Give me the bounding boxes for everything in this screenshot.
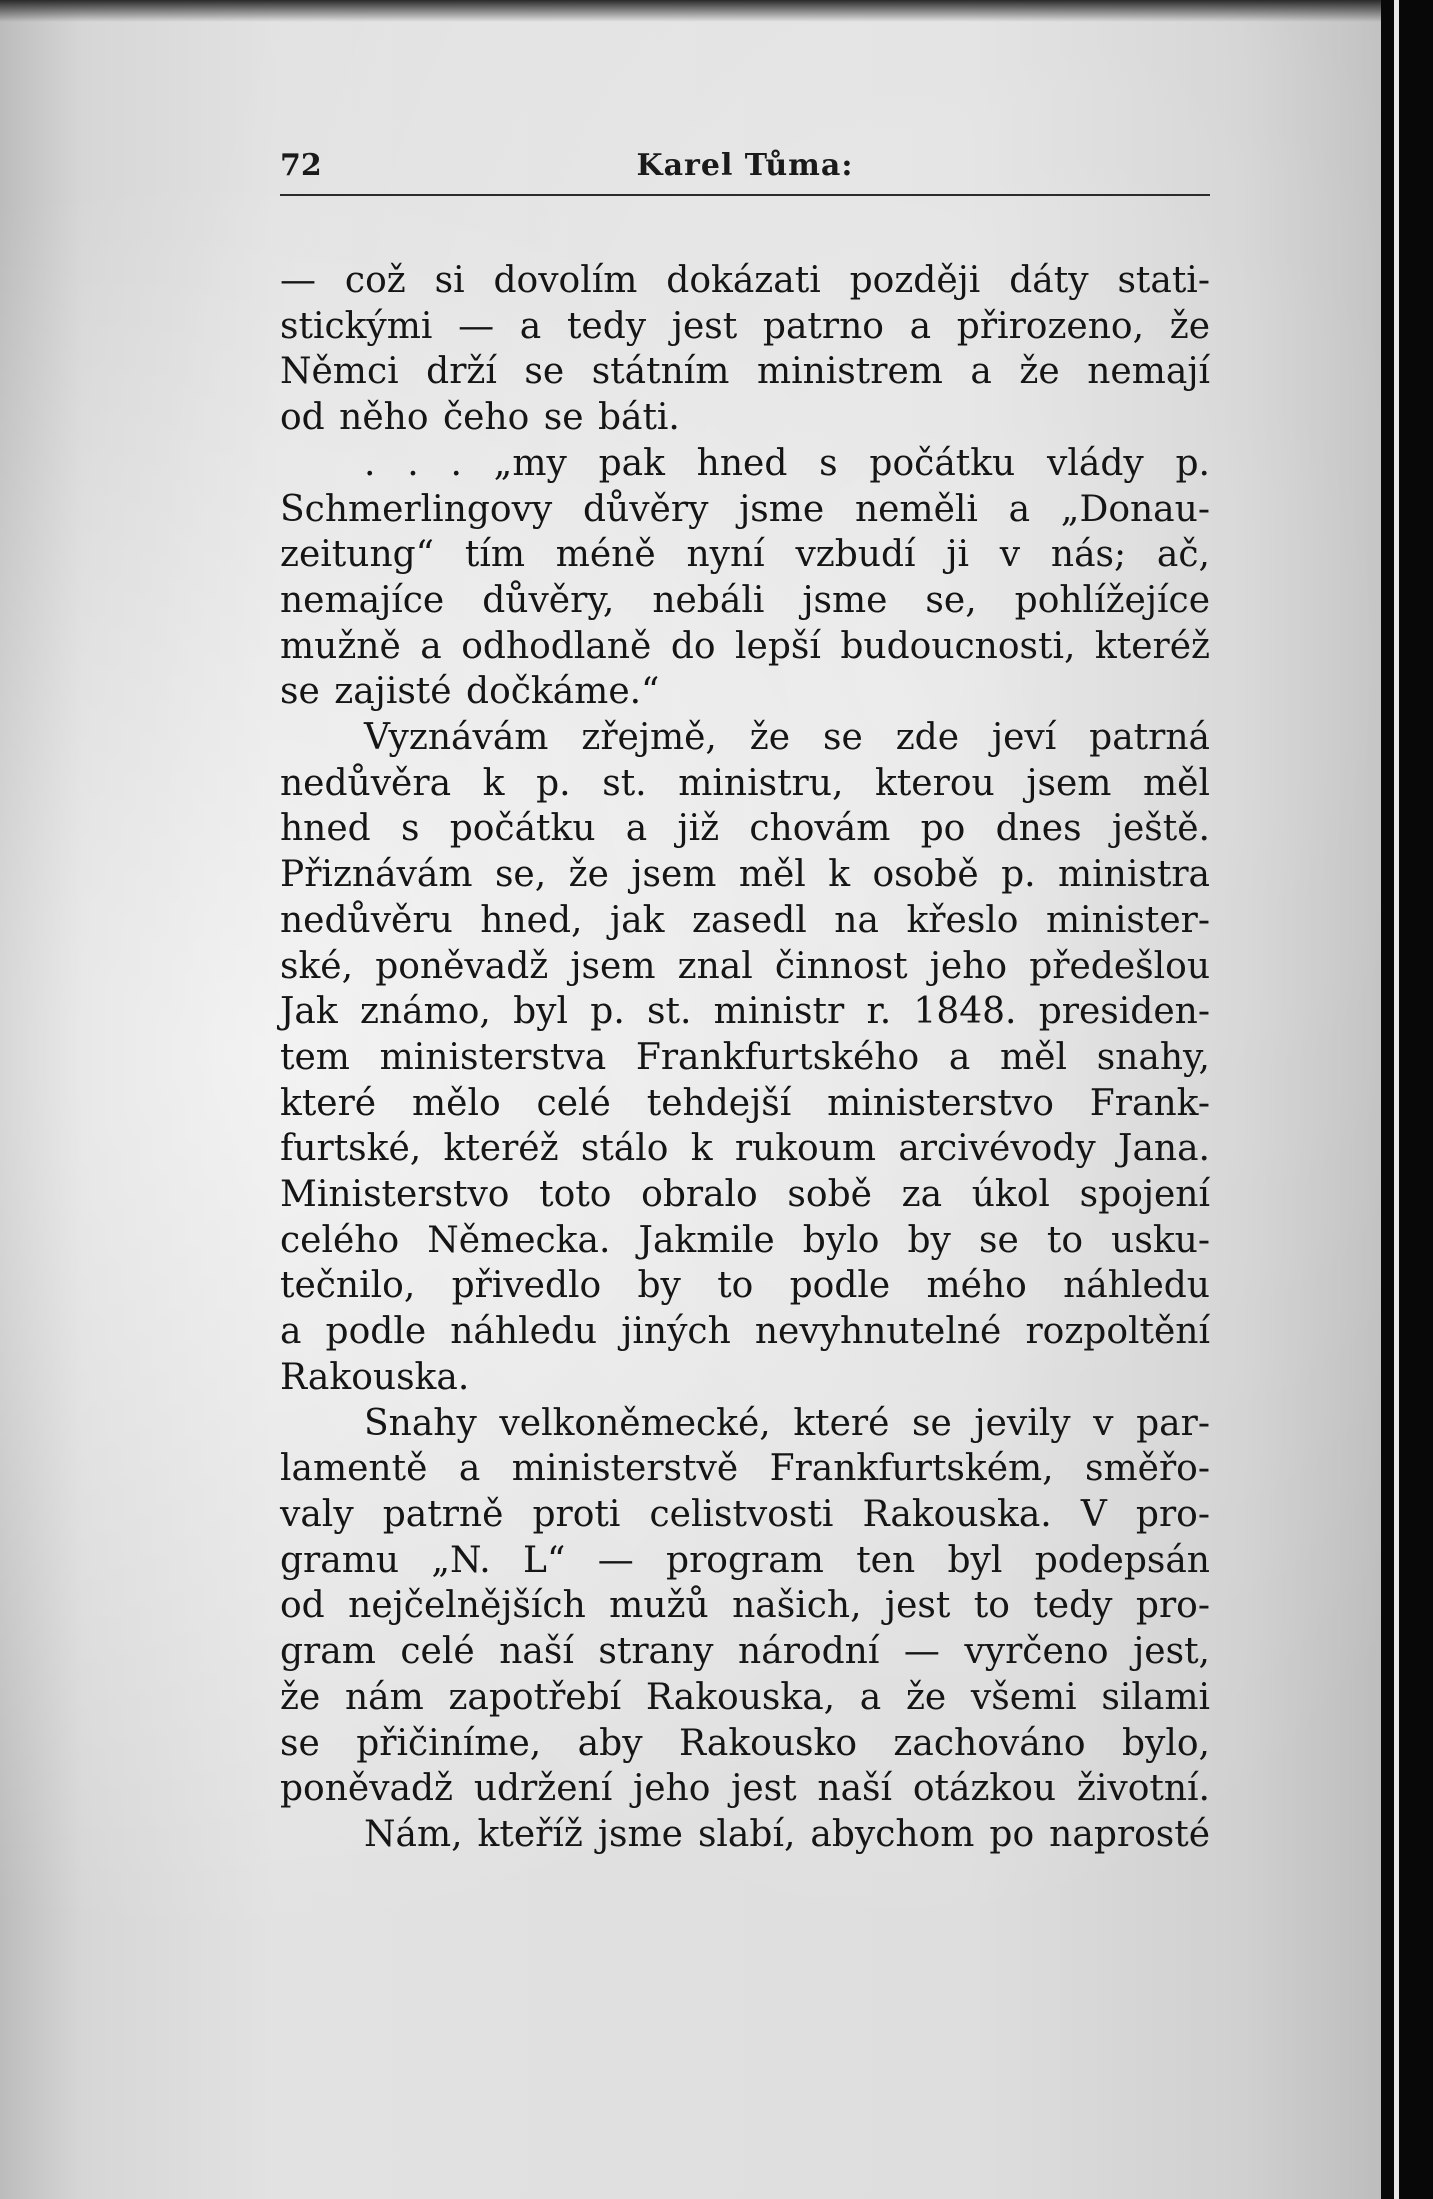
text-line: Schmerlingovy důvěry jsme neměli a „Donau- (280, 488, 1210, 530)
text-line: Rakouska. (280, 1356, 470, 1398)
text-line: gram celé naší strany národní — vyrčeno jest, (280, 1631, 1210, 1673)
text-line: Němci drží se státním ministrem a že nemají (280, 351, 1210, 393)
text-line: se zajisté dočkáme.“ (280, 671, 660, 713)
text-line: Snahy velkoněmecké, které se jevily v par- (364, 1402, 1210, 1444)
text-line: furtské, kteréž stálo k rukoum arcivévody Jana. (280, 1128, 1210, 1170)
text-line: Nám, kteříž jsme slabí, abychom po naprosté (364, 1813, 1210, 1855)
page-number: 72 (280, 148, 322, 183)
text-line: se přičiníme, aby Rakousko zachováno bylo, (280, 1722, 1210, 1764)
text-line: valy patrně proti celistvosti Rakouska. V pro- (280, 1493, 1210, 1535)
text-line: a podle náhledu jiných nevyhnutelné rozpoltění (280, 1311, 1210, 1353)
running-head: Karel Tůma: (636, 148, 854, 183)
text-line: Vyznávám zřejmě, že se zde jeví patrná (364, 717, 1210, 759)
header-rule (280, 194, 1210, 196)
book-gutter (1381, 0, 1433, 2199)
text-line: stickými — a tedy jest patrno a přirozeno, že (280, 305, 1210, 347)
text-line: lamentě a ministerstvě Frankfurtském, směřo- (280, 1448, 1210, 1490)
text-line: ské, poněvadž jsem znal činnost jeho předešlou (280, 945, 1210, 987)
text-line: gramu „N. L“ — program ten byl podepsán (280, 1539, 1210, 1581)
gutter-edge-line (1394, 0, 1399, 2199)
text-line: zeitung“ tím méně nyní vzbudí ji v nás; ač, (280, 534, 1210, 576)
scan-top-shadow (0, 0, 1381, 22)
text-line: tečnilo, přivedlo by to podle mého náhledu (280, 1265, 1210, 1307)
text-line: Jak známo, byl p. st. ministr r. 1848. presiden- (280, 991, 1210, 1033)
text-line: mužně a odhodlaně do lepší budoucnosti, kteréž (280, 625, 1210, 667)
text-line: poněvadž udržení jeho jest naší otázkou životní. (280, 1768, 1210, 1810)
body-text (280, 258, 1210, 1858)
text-line: — což si dovolím dokázati později dáty stati- (280, 260, 1210, 301)
text-line: které mělo celé tehdejší ministerstvo Frank- (280, 1082, 1210, 1124)
text-line: od něho čeho se báti. (280, 397, 680, 439)
text-line: Přiznávám se, že jsem měl k osobě p. ministra (280, 854, 1210, 896)
text-line: nedůvěra k p. st. ministru, kterou jsem měl (280, 762, 1210, 804)
text-line: hned s počátku a již chovám po dnes ještě. (280, 808, 1210, 850)
text-line: tem ministerstva Frankfurtského a měl snahy, (280, 1036, 1210, 1078)
book-page (280, 138, 1210, 1855)
text-line: celého Německa. Jakmile bylo by se to usku- (280, 1219, 1210, 1261)
page-header (280, 138, 1210, 190)
text-line: že nám zapotřebí Rakouska, a že všemi silami (280, 1676, 1210, 1718)
text-line: Ministerstvo toto obralo sobě za úkol spojení (280, 1174, 1210, 1216)
text-line: od nejčelnějších mužů našich, jest to tedy pro- (280, 1585, 1210, 1627)
text-line: nemajíce důvěry, nebáli jsme se, pohlížejíce (280, 579, 1210, 621)
text-line: nedůvěru hned, jak zasedl na křeslo minister- (280, 899, 1210, 941)
text-line: . . . „my pak hned s počátku vlády p. (364, 442, 1210, 484)
